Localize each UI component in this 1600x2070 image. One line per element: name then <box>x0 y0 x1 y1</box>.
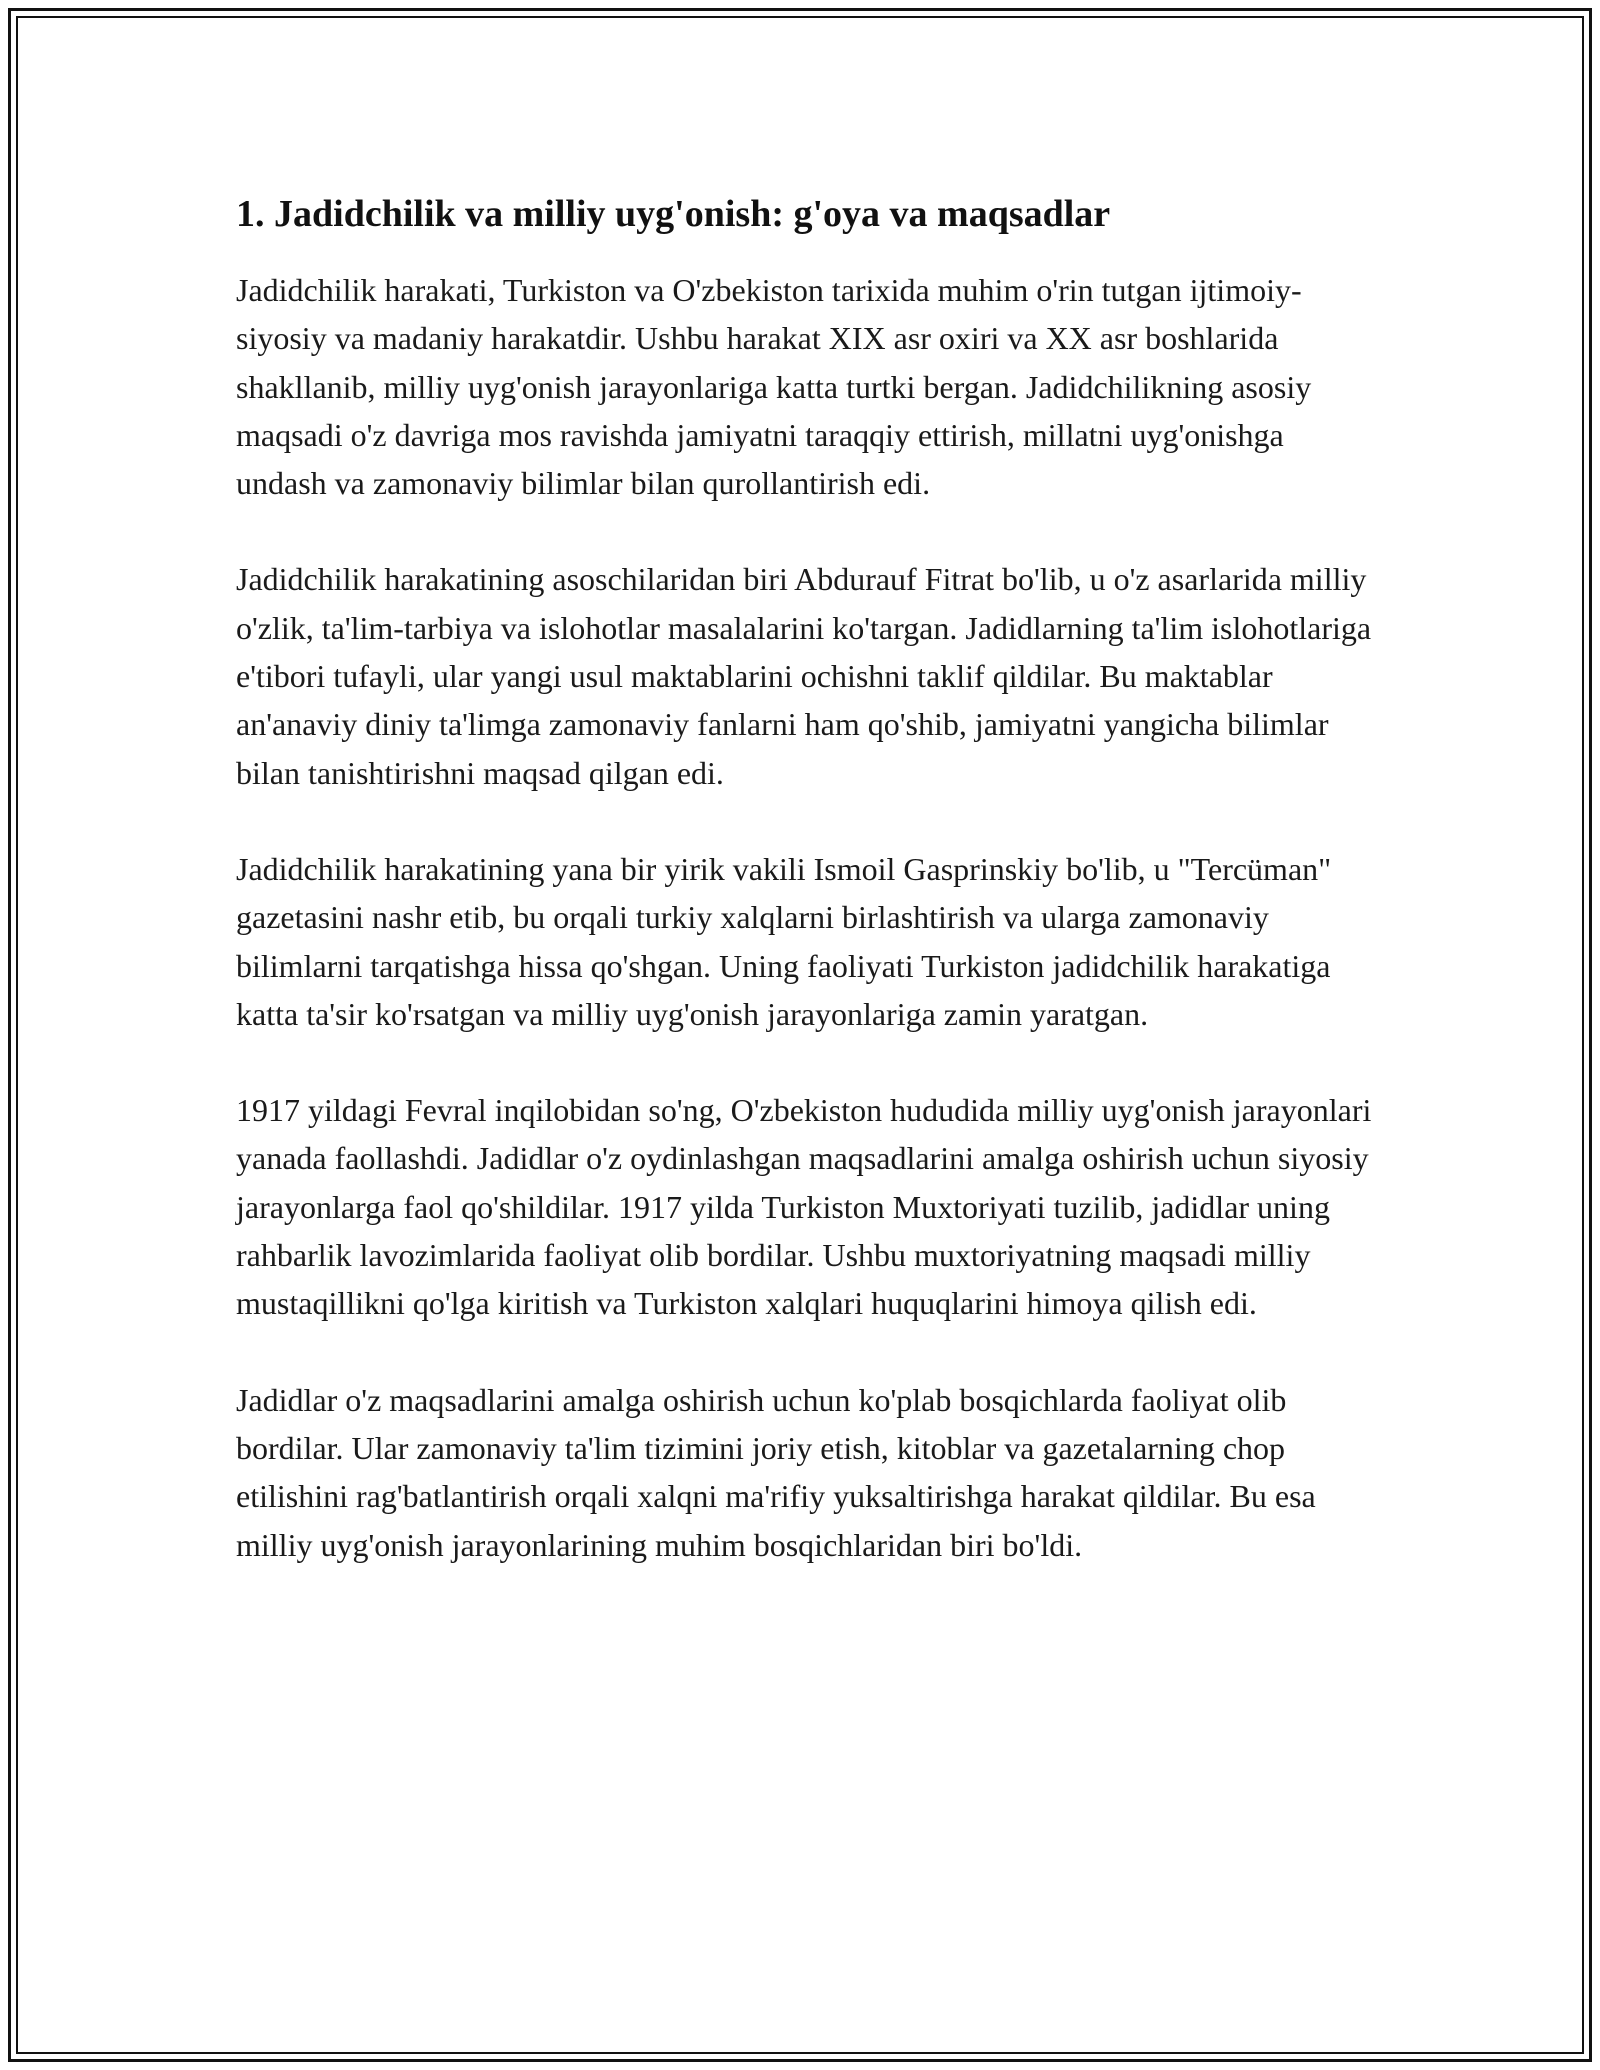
document-body <box>236 186 1376 1617</box>
paragraph-1: Jadidchilik harakati, Turkiston va O'zbekiston tarixida muhim o'rin tutgan ijtimoiy-siyosiy va madaniy harakatdir. Ushbu harakat XIX asr oxiri va XX asr boshlarida shakllanib, milliy uyg'onish jarayonlariga katta turtki bergan. Jadidchilikning asosiy maqsadi o'z davriga mos ravishda jamiyatni taraqqiy ettirish, millatni uyg'onishga undash va zamonaviy bilimlar bilan qurollantirish edi. <box>236 272 1312 502</box>
paragraph-4: 1917 yildagi Fevral inqilobidan so'ng, O'zbekiston hududida milliy uyg'onish jarayonlari yanada faollashdi. Jadidlar o'z oydinlashgan maqsadlarini amalga oshirish uchun siyosiy jarayonlarga faol qo'shildilar. 1917 yilda Turkiston Muxtoriyati tuzilib, jadidlar uning rahbarlik lavozimlarida faoliyat olib bordilar. Ushbu muxtoriyatning maqsadi milliy mustaqillikni qo'lga kiritish va Turkiston xalqlari huquqlarini himoya qilish edi. <box>236 1092 1372 1322</box>
paragraph-3: Jadidchilik harakatining yana bir yirik vakili Ismoil Gasprinskiy bo'lib, u "Tercüman" gazetasini nashr etib, bu orqali turkiy xalqlarni birlashtirish va ularga zamonaviy bilimlarni tarqatishga hissa qo'shgan. Uning faoliyati Turkiston jadidchilik harakatiga katta ta'sir ko'rsatgan va milliy uyg'onish jarayonlariga zamin yaratgan. <box>236 850 1332 1032</box>
section-heading: 1. Jadidchilik va milliy uyg'onish: g'oya va maqsadlar <box>236 193 1111 235</box>
paragraph-2: Jadidchilik harakatining asoschilaridan biri Abdurauf Fitrat bo'lib, u o'z asarlarida milliy o'zlik, ta'lim-tarbiya va islohotlar masalalarini ko'targan. Jadidlarning ta'lim islohotlariga e'tibori tufayli, ular yangi usul maktablarini ochishni taklif qildilar. Bu maktablar an'anaviy diniy ta'limga zamonaviy fanlarni ham qo'shib, jamiyatni yangicha bilimlar bilan tanishtirishni maqsad qilgan edi. <box>236 561 1372 791</box>
paragraph-5: Jadidlar o'z maqsadlarini amalga oshirish uchun ko'plab bosqichlarda faoliyat olib bordilar. Ular zamonaviy ta'lim tizimini joriy etish, kitoblar va gazetalarning chop etilishini rag'batlantirish orqali xalqni ma'rifiy yuksaltirishga harakat qildilar. Bu esa milliy uyg'onish jarayonlarining muhim bosqichlaridan biri bo'ldi. <box>236 1381 1316 1563</box>
